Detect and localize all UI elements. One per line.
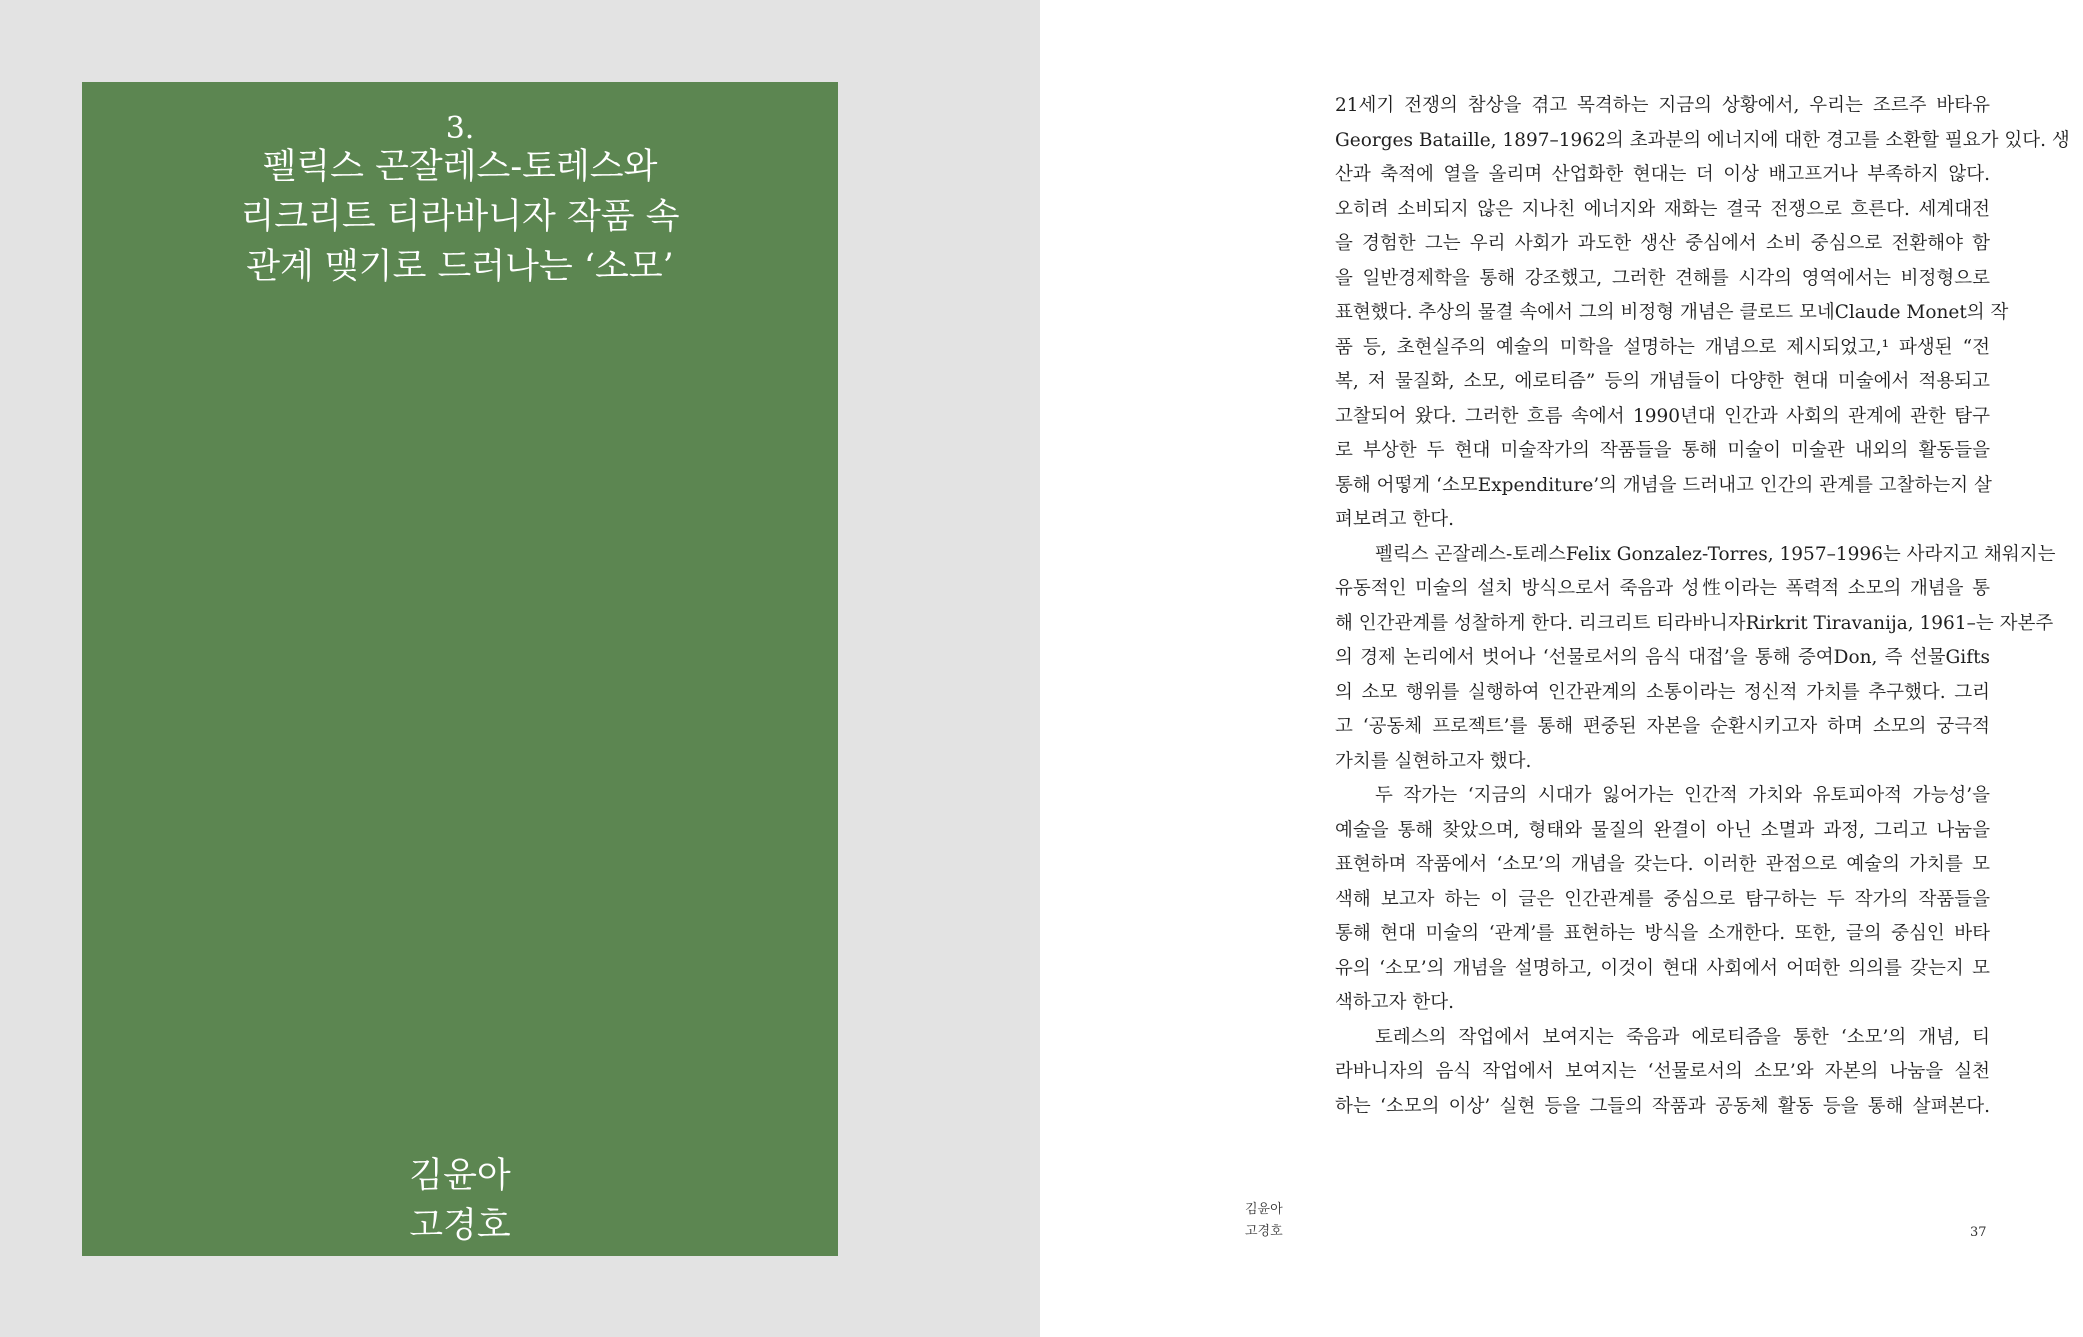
body-text-line: 의 소모 행위를 실행하여 인간관계의 소통이라는 정신적 가치를 추구했다. 그리 (1335, 681, 1990, 703)
body-text-line: 오히려 소비되지 않은 지나친 에너지와 재화는 결국 전쟁으로 흐른다. 세계대전 (1335, 198, 1990, 220)
body-text-line: 펴보려고 한다. (1335, 509, 1454, 530)
chapter-title-line: 펠릭스 곤잘레스-토레스와 (262, 147, 658, 187)
body-text-line: 두 작가는 ‘지금의 시대가 잃어가는 인간적 가치와 유토피아적 가능성’을 (1375, 785, 1990, 806)
body-text-line: 표현하며 작품에서 ‘소모’의 개념을 갖는다. 이러한 관점으로 예술의 가치를 모 (1335, 854, 1990, 875)
chapter-title-line: 리크리트 티라바니자 작품 속 (240, 197, 680, 237)
body-text-line: 유동적인 미술의 설치 방식으로서 죽음과 성性이라는 폭력적 소모의 개념을 통 (1335, 578, 1990, 599)
right-page (1040, 0, 2083, 1337)
body-text-line: 가치를 실현하고자 했다. (1335, 750, 1532, 772)
body-text-line: 고찰되어 왔다. 그러한 흐름 속에서 1990년대 인간과 사회의 관계에 관한 탐구 (1335, 405, 1990, 427)
body-text-line: 토레스의 작업에서 보여지는 죽음과 에로티즘을 통한 ‘소모’의 개념, 티 (1375, 1026, 1990, 1048)
body-text (1335, 89, 2070, 1124)
body-text-line: 복, 저 물질화, 소모, 에로티즘” 등의 개념들이 다양한 현대 미술에서 적용되고 (1335, 371, 1990, 392)
cover-authors (82, 1151, 838, 1251)
left-page (0, 0, 1040, 1337)
body-text-line: 21세기 전쟁의 참상을 겪고 목격하는 지금의 상황에서, 우리는 조르주 바타유 (1335, 95, 1990, 116)
body-text-line: 색해 보고자 하는 이 글은 인간관계를 중심으로 탐구하는 두 작가의 작품들을 (1335, 888, 1990, 910)
chapter-title-line: 관계 맺기로 드러나는 ‘소모’ (246, 247, 674, 287)
body-text-line: 표현했다. 추상의 물결 속에서 그의 비정형 개념은 클로드 모네Claude Monet의 작 (1335, 302, 2009, 323)
body-text-line: 통해 어떻게 ‘소모Expenditure’의 개념을 드러내고 인간의 관계를 고찰하는지 살 (1335, 474, 1992, 496)
footer-author: 김윤아 (1245, 1202, 1283, 1217)
cover-author: 김윤아 (409, 1156, 511, 1196)
cover-author: 고경호 (409, 1206, 511, 1246)
body-text-line: 의 경제 논리에서 벗어나 ‘선물로서의 음식 대접’을 통해 증여Don, 즉 선물Gifts (1335, 647, 1990, 668)
body-text-line: 예술을 통해 찾았으며, 형태와 물질의 완결이 아닌 소멸과 과정, 그리고 나눔을 (1335, 819, 1990, 841)
body-text-line: 품 등, 초현실주의 예술의 미학을 설명하는 개념으로 제시되었고,¹ 파생된 “전 (1335, 336, 1990, 358)
footer-authors (1245, 1199, 1283, 1243)
body-text-line: 을 경험한 그는 우리 사회가 과도한 생산 중심에서 소비 중심으로 전환해야 함 (1335, 233, 1990, 254)
body-text-line: 통해 현대 미술의 ‘관계’를 표현하는 방식을 소개한다. 또한, 글의 중심인 바타 (1335, 923, 1990, 944)
body-text-line: 유의 ‘소모’의 개념을 설명하고, 이것이 현대 사회에서 어떠한 의의를 갖는지 모 (1335, 957, 1990, 979)
body-text-line: 고 ‘공동체 프로젝트’를 통해 편중된 자본을 순환시키고자 하며 소모의 궁극적 (1335, 716, 1990, 737)
body-text-line: 로 부상한 두 현대 미술작가의 작품들을 통해 미술이 미술관 내외의 활동들을 (1335, 440, 1990, 461)
chapter-title (82, 142, 838, 292)
body-text-line: 펠릭스 곤잘레스-토레스Felix Gonzalez-Torres, 1957–1996는 사라지고 채워지는 (1375, 543, 2056, 565)
footer-author: 고경호 (1245, 1224, 1283, 1239)
chapter-number: 3. (445, 111, 475, 146)
body-text-line: Georges Bataille, 1897–1962의 초과분의 에너지에 대한 경고를 소환할 필요가 있다. 생 (1335, 129, 2070, 151)
body-text-line: 산과 축적에 열을 올리며 산업화한 현대는 더 이상 배고프거나 부족하지 않다. (1335, 164, 1990, 185)
body-text-line: 을 일반경제학을 통해 강조했고, 그러한 견해를 시각의 영역에서는 비정형으로 (1335, 267, 1990, 289)
chapter-cover-panel (82, 82, 838, 1256)
body-text-line: 색하고자 한다. (1335, 992, 1454, 1013)
body-text-line: 라바니자의 음식 작업에서 보여지는 ‘선물로서의 소모’와 자본의 나눔을 실천 (1335, 1061, 1990, 1082)
page-number: 37 (1970, 1225, 1987, 1240)
body-text-line: 해 인간관계를 성찰하게 한다. 리크리트 티라바니자Rirkrit Tiravanija, 1961–는 자본주 (1335, 612, 2054, 634)
body-text-line: 하는 ‘소모의 이상’ 실현 등을 그들의 작품과 공동체 활동 등을 통해 살펴본다. (1335, 1095, 1990, 1117)
